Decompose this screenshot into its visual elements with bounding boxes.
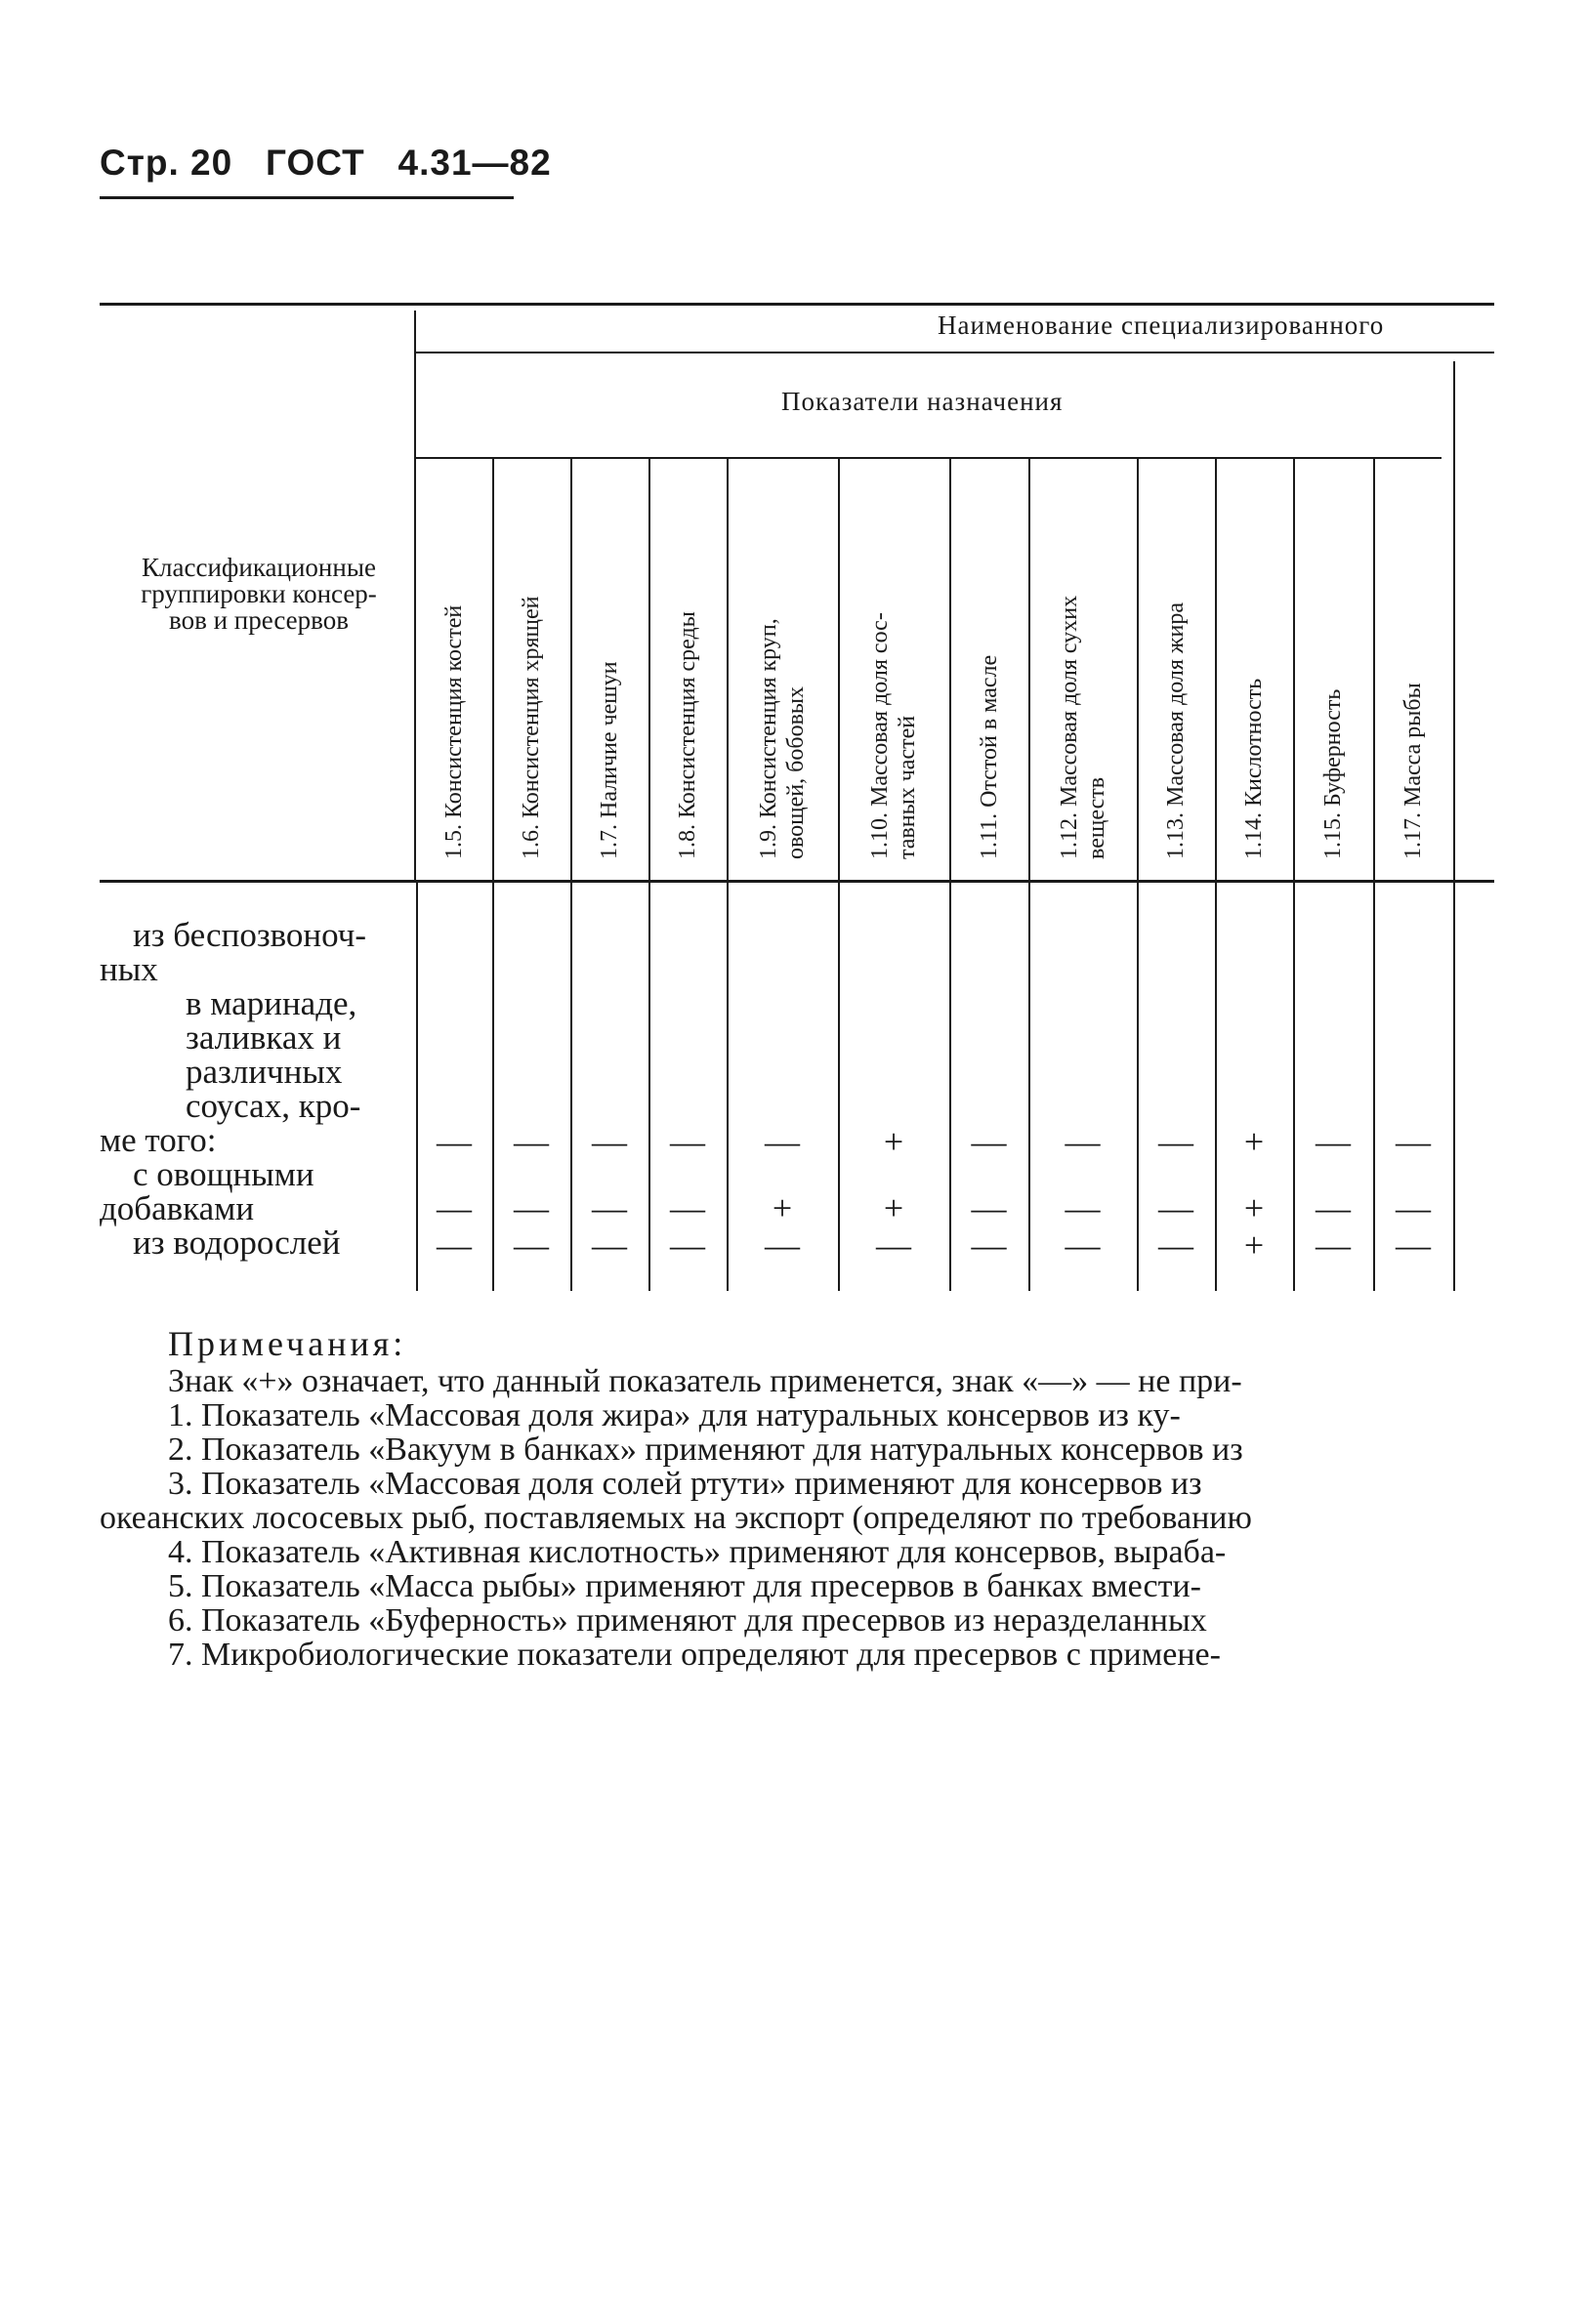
column-header-line: 1.6. Консистенция хрящей [519,596,544,859]
standard-label: ГОСТ [266,143,365,183]
row-label: соусах, кро- [186,1087,361,1125]
table-cell: — [1065,1122,1101,1161]
note-line: 6. Показатель «Буферность» применяют для пресервов из неразделанных [168,1602,1207,1639]
column-divider [1215,459,1217,880]
table-cell: — [1316,1225,1351,1265]
table-top-rule [100,303,1494,306]
table-cell: — [1396,1225,1431,1265]
column-divider [570,459,572,880]
column-header-line: 1.13. Массовая доля жира [1163,602,1189,859]
body-column-divider [727,883,729,1291]
column-header-line: 1.8. Консистенция среды [675,611,700,859]
table-cell: + [772,1188,793,1227]
body-column-divider [570,883,572,1291]
body-column-divider [1137,883,1139,1291]
column-divider [727,459,729,880]
column-header-line: 1.15. Буферность [1320,688,1346,859]
column-header-line: 1.12. Массовая доля сухих [1056,595,1082,859]
body-column-divider [1293,883,1295,1291]
row-label: в маринаде, [186,984,357,1022]
table-right-edge [1453,361,1455,880]
body-column-divider [949,883,951,1291]
body-column-divider [416,883,418,1291]
body-column-divider [1373,883,1375,1291]
subgroup-header: Показатели назначения [781,387,1064,416]
table-cell: + [1243,1122,1265,1161]
row-label: с овощными [133,1155,314,1193]
column-divider [492,459,494,880]
row-header-line: Классификационные [142,553,376,582]
row-header-divider [414,311,416,880]
table-cell: — [670,1188,705,1227]
table-cell: — [437,1122,472,1161]
table-cell: — [971,1122,1007,1161]
note-line: Знак «+» означает, что данный показатель применется, знак «—» — не при- [168,1363,1242,1399]
note-line: 2. Показатель «Вакуум в банках» применяют для натуральных консервов из [168,1432,1243,1468]
row-label: добавками [100,1189,255,1227]
body-column-divider [838,883,840,1291]
row-label: из водорослей [133,1224,341,1262]
table-header-bottom-rule [100,880,1494,883]
column-header-line: 1.5. Консистенция костей [441,604,467,859]
row-label: различных [186,1053,343,1091]
column-header-line: 1.7. Наличие чешуи [597,661,622,859]
note-line: 5. Показатель «Масса рыбы» применяют для пресервов в банках вмести- [168,1568,1201,1604]
column-divider [1028,459,1030,880]
table-cell: — [1158,1225,1193,1265]
table-cell: + [1243,1225,1265,1265]
table-cell: — [437,1188,472,1227]
column-divider [1293,459,1295,880]
table-cell: — [1396,1122,1431,1161]
table-cell: — [1065,1188,1101,1227]
table-cell: — [971,1225,1007,1265]
column-header-line: 1.10. Массовая доля сос- [867,612,893,859]
table-cell: — [1316,1122,1351,1161]
column-divider [838,459,840,880]
table-cell: — [437,1225,472,1265]
table-cell: — [592,1188,627,1227]
column-header-line: тавных частей [895,715,920,859]
table-cell: — [765,1122,800,1161]
column-header-line: 1.9. Консистенция круп, [756,618,781,859]
table-cell: — [592,1122,627,1161]
row-label: ме того: [100,1121,217,1159]
page-number: Стр. 20 [100,143,233,183]
standard-number: 4.31—82 [397,143,552,183]
note-line: 4. Показатель «Активная кислотность» применяют для консервов, выраба- [168,1534,1227,1570]
column-header-line: овощей, бобовых [783,685,809,859]
note-line: 1. Показатель «Массовая доля жира» для натуральных консервов из ку- [168,1397,1181,1433]
column-header-line: веществ [1083,776,1109,859]
body-column-divider [1453,883,1455,1291]
table-cell: — [1316,1188,1351,1227]
table-cell: — [876,1225,911,1265]
table-cell: + [1243,1188,1265,1227]
table-cell: — [1396,1188,1431,1227]
row-label: из беспозвоноч- [133,916,367,954]
table-cell: + [883,1122,904,1161]
column-header-line: 1.14. Кислотность [1241,678,1267,859]
body-column-divider [1028,883,1030,1291]
table-cell: — [514,1122,549,1161]
table-cell: — [971,1188,1007,1227]
body-column-divider [492,883,494,1291]
note-line: океанских лососевых рыб, поставляемых на экспорт (определяют по требованию [100,1500,1252,1536]
row-header [107,555,410,634]
note-line: 3. Показатель «Массовая доля солей ртути» применяют для консервов из [168,1466,1202,1502]
table-cell: — [1158,1188,1193,1227]
page-header [100,143,552,184]
group-header: Наименование специализированного [938,311,1385,340]
row-label: заливках и [186,1018,342,1057]
column-divider [1137,459,1139,880]
table-cell: — [514,1225,549,1265]
column-header-line: 1.17. Масса рыбы [1400,683,1426,859]
row-header-line: группировки консер- [141,579,377,608]
table-cell: — [514,1188,549,1227]
column-header-line: 1.11. Отстой в масле [976,654,1002,859]
table-cell: — [670,1122,705,1161]
column-divider [1373,459,1375,880]
row-header-line: вов и пресервов [169,605,349,635]
column-divider [648,459,650,880]
body-column-divider [1215,883,1217,1291]
table-cell: — [765,1225,800,1265]
notes-title: Примечания: [168,1324,407,1363]
table-cell: — [1065,1225,1101,1265]
table-cell: — [1158,1122,1193,1161]
body-column-divider [648,883,650,1291]
row-label: ных [100,950,158,988]
column-divider [949,459,951,880]
table-cell: — [592,1225,627,1265]
header-underline [100,196,514,199]
group-header-rule [416,352,1494,353]
note-line: 7. Микробиологические показатели определяют для пресервов с примене- [168,1637,1221,1673]
table-cell: + [883,1188,904,1227]
table-cell: — [670,1225,705,1265]
